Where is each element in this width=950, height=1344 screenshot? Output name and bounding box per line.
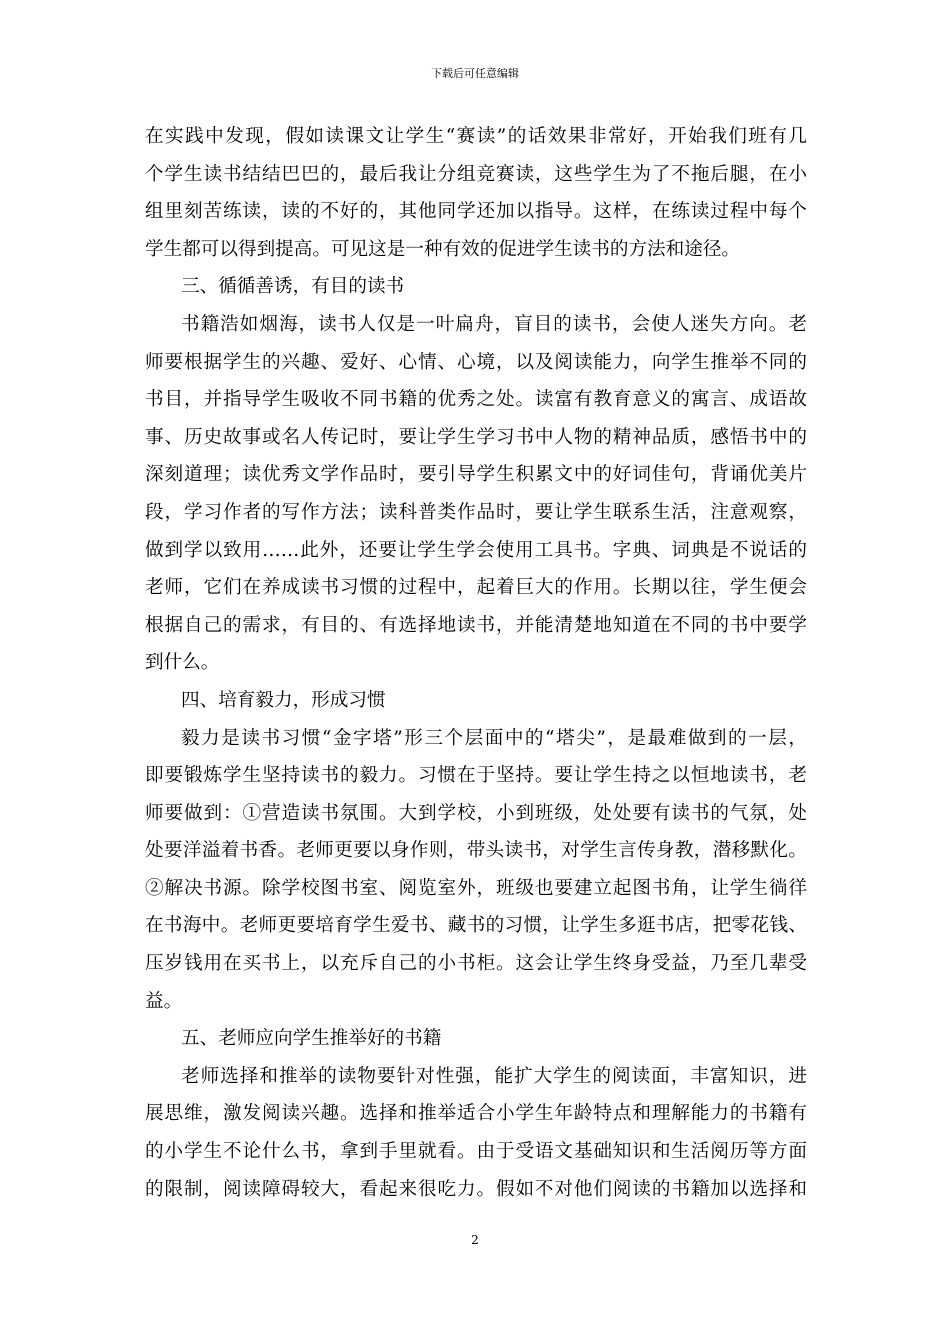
paragraph-line: 师要根据学生的兴趣、爱好、心情、心境，以及阅读能力，向学生推举不同的 — [145, 351, 807, 373]
paragraph-line: 做到学以致用……此外，还要让学生学会使用工具书。字典、词典是不说话的 — [145, 539, 807, 561]
page-number: 2 — [471, 1233, 479, 1247]
paragraph-line: 毅力是读书习惯“金字塔”形三个层面中的“塔尖”，是最难做到的一层， — [181, 727, 807, 749]
paragraph-line: 在书海中。老师更要培育学生爱书、藏书的习惯，让学生多逛书店，把零花钱、 — [145, 915, 807, 937]
paragraph-line: 根据自己的需求，有目的、有选择地读书，并能清楚地知道在不同的书中要学 — [145, 614, 807, 636]
paragraph-line: 老师选择和推举的读物要针对性强，能扩大学生的阅读面，丰富知识，进 — [181, 1065, 807, 1087]
paragraph-line: 事、历史故事或名人传记时，要让学生学习书中人物的精神品质，感悟书中的 — [145, 426, 807, 448]
paragraph-line: 老师，它们在养成读书习惯的过程中，起着巨大的作用。长期以往，学生便会 — [145, 577, 807, 599]
paragraph-line: 即要锻炼学生坚持读书的毅力。习惯在于坚持。要让学生持之以恒地读书，老 — [145, 765, 807, 787]
paragraph-line: 压岁钱用在买书上，以充斥自己的小书柜。这会让学生终身受益，乃至几辈受 — [145, 953, 807, 975]
paragraph-line: 学生都可以得到提高。可见这是一种有效的促进学生读书的方法和途径。 — [145, 238, 741, 260]
paragraph-line: 到什么。 — [145, 652, 220, 674]
page-header: 下载后可任意编辑 — [431, 67, 519, 80]
paragraph-line: 展思维，激发阅读兴趣。选择和推举适合小学生年龄特点和理解能力的书籍有 — [145, 1103, 807, 1125]
paragraph-line: 书目，并指导学生吸收不同书籍的优秀之处。读富有教育意义的寓言、成语故 — [145, 389, 807, 411]
paragraph-line: ②解决书源。除学校图书室、阅览室外，班级也要建立起图书角，让学生徜徉 — [145, 877, 807, 899]
paragraph-line: 深刻道理；读优秀文学作品时，要引导学生积累文中的好词佳句，背诵优美片 — [145, 464, 807, 486]
paragraph-line: 段，学习作者的写作方法；读科普类作品时，要让学生联系生活，注意观察， — [145, 501, 807, 523]
paragraph-line: 的限制，阅读障碍较大，看起来很吃力。假如不对他们阅读的书籍加以选择和 — [145, 1178, 807, 1200]
paragraph-line: 的小学生不论什么书，拿到手里就看。由于受语文基础知识和生活阅历等方面 — [145, 1141, 807, 1163]
paragraph-line: 处要洋溢着书香。老师更要以身作则，带头读书，对学生言传身教，潜移默化。 — [145, 840, 807, 862]
section-heading: 五、老师应向学生推举好的书籍 — [181, 1028, 442, 1050]
paragraph-line: 在实践中发现，假如读课文让学生“赛读”的话效果非常好，开始我们班有几 — [145, 126, 807, 147]
document-body — [145, 118, 807, 1208]
paragraph-line: 师要做到：①营造读书氛围。大到学校，小到班级，处处要有读书的气氛，处 — [145, 802, 807, 824]
paragraph-line: 益。 — [145, 990, 183, 1012]
paragraph-line: 个学生读书结结巴巴的，最后我让分组竞赛读，这些学生为了不拖后腿，在小 — [145, 163, 807, 185]
section-heading: 四、培育毅力，形成习惯 — [181, 689, 386, 711]
paragraph-line: 书籍浩如烟海，读书人仅是一叶扁舟，盲目的读书，会使人迷失方向。老 — [181, 313, 807, 335]
section-heading: 三、循循善诱，有目的读书 — [181, 276, 405, 298]
paragraph-line: 组里刻苦练读，读的不好的，其他同学还加以指导。这样，在练读过程中每个 — [145, 201, 807, 223]
